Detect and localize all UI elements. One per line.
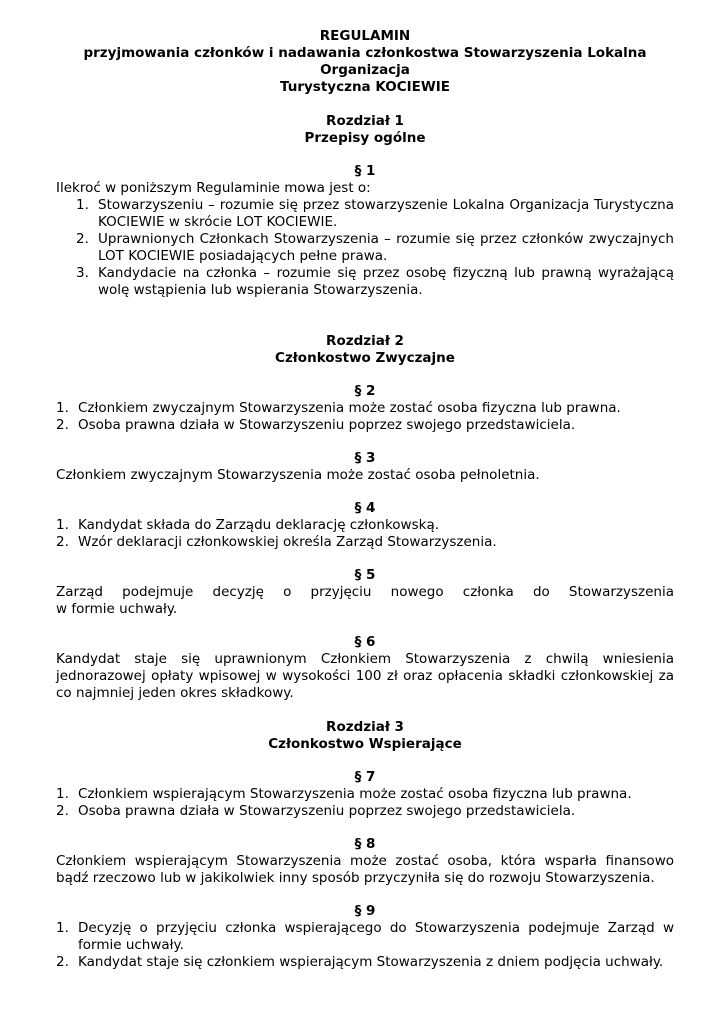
document-header	[56, 28, 674, 96]
list-item: 2. Osoba prawna działa w Stowarzyszeniu poprzez swojego przedstawiciela.	[56, 803, 576, 819]
section-6-mark: § 6	[354, 634, 376, 650]
chapter-3-title: Rozdział 3	[326, 719, 404, 735]
section-6-text: Kandydat staje się uprawnionym Członkiem Stowarzyszenia z chwilą wniesienia jednorazowej opłaty wpisowej w wysokości 100 zł oraz opłacenia składki członkowskiej za co najmniej jeden okres składkowy.	[56, 651, 674, 701]
section-5-line2: w formie uchwały.	[56, 601, 178, 617]
section-5-mark: § 5	[354, 567, 376, 583]
section-1-intro: Ilekroć w poniższym Regulaminie mowa jest o:	[56, 180, 371, 196]
chapter-3-heading	[56, 719, 674, 753]
chapter-1-heading	[56, 113, 674, 147]
chapter-1-title: Rozdział 1	[326, 113, 404, 129]
section-4-list	[56, 517, 674, 551]
document-title: REGULAMIN	[319, 28, 411, 44]
document-page	[56, 28, 674, 971]
section-1-mark: § 1	[354, 163, 376, 179]
section-3-text: Członkiem zwyczajnym Stowarzyszenia może zostać osoba pełnoletnia.	[56, 467, 540, 483]
list-item: 2. Wzór deklaracji członkowskiej określa Zarząd Stowarzyszenia.	[56, 534, 497, 550]
list-item: 2. Osoba prawna działa w Stowarzyszeniu poprzez swojego przedstawiciela.	[56, 417, 576, 433]
section-9-mark: § 9	[354, 903, 376, 919]
document-subtitle-line2: Turystyczna KOCIEWIE	[280, 79, 450, 95]
list-item: 2. Kandydat staje się członkiem wspierającym Stowarzyszenia z dniem podjęcia uchwały.	[56, 954, 664, 970]
section-4-mark: § 4	[354, 500, 376, 516]
section-8-mark: § 8	[354, 836, 376, 852]
section-5-line1: Zarząd podejmuje decyzję o przyjęciu nowego członka do Stowarzyszenia	[56, 584, 674, 600]
chapter-3-name: Członkostwo Wspierające	[268, 736, 462, 752]
section-2-mark: § 2	[354, 383, 376, 399]
section-2-list	[56, 400, 674, 434]
section-7-list	[56, 786, 674, 820]
section-1-list	[56, 197, 674, 299]
chapter-2-heading	[56, 333, 674, 367]
section-9-list	[56, 920, 674, 971]
section-7-mark: § 7	[354, 769, 376, 785]
list-item: 2. Uprawnionych Członkach Stowarzyszenia – rozumie się przez członków zwyczajnych LOT KOCIEWIE posiadających pełne prawa.	[76, 231, 674, 264]
list-item: 1. Członkiem zwyczajnym Stowarzyszenia może zostać osoba fizyczna lub prawna.	[56, 400, 621, 416]
section-8-text: Członkiem wspierającym Stowarzyszenia może zostać osoba, która wsparła finansowo bądź rzeczowo lub w jakikolwiek inny sposób przyczyniła się do rozwoju Stowarzyszenia.	[56, 853, 674, 886]
list-item: 1. Kandydat składa do Zarządu deklarację członkowską.	[56, 517, 440, 533]
list-item: 3. Kandydacie na członka – rozumie się przez osobę fizyczną lub prawną wyrażającą wolę wstąpienia lub wspierania Stowarzyszenia.	[76, 265, 674, 298]
chapter-1-name: Przepisy ogólne	[304, 130, 426, 146]
chapter-2-name: Członkostwo Zwyczajne	[275, 350, 455, 366]
list-item: 1. Stowarzyszeniu – rozumie się przez stowarzyszenie Lokalna Organizacja Turystyczna KOCIEWIE w skrócie LOT KOCIEWIE.	[76, 197, 674, 230]
list-item: 1. Decyzję o przyjęciu członka wspierającego do Stowarzyszenia podejmuje Zarząd w formie uchwały.	[56, 920, 674, 953]
document-subtitle-line1: przyjmowania członków i nadawania członkostwa Stowarzyszenia Lokalna Organizacja	[83, 45, 647, 78]
chapter-2-title: Rozdział 2	[326, 333, 404, 349]
section-3-mark: § 3	[354, 450, 376, 466]
list-item: 1. Członkiem wspierającym Stowarzyszenia może zostać osoba fizyczna lub prawna.	[56, 786, 632, 802]
